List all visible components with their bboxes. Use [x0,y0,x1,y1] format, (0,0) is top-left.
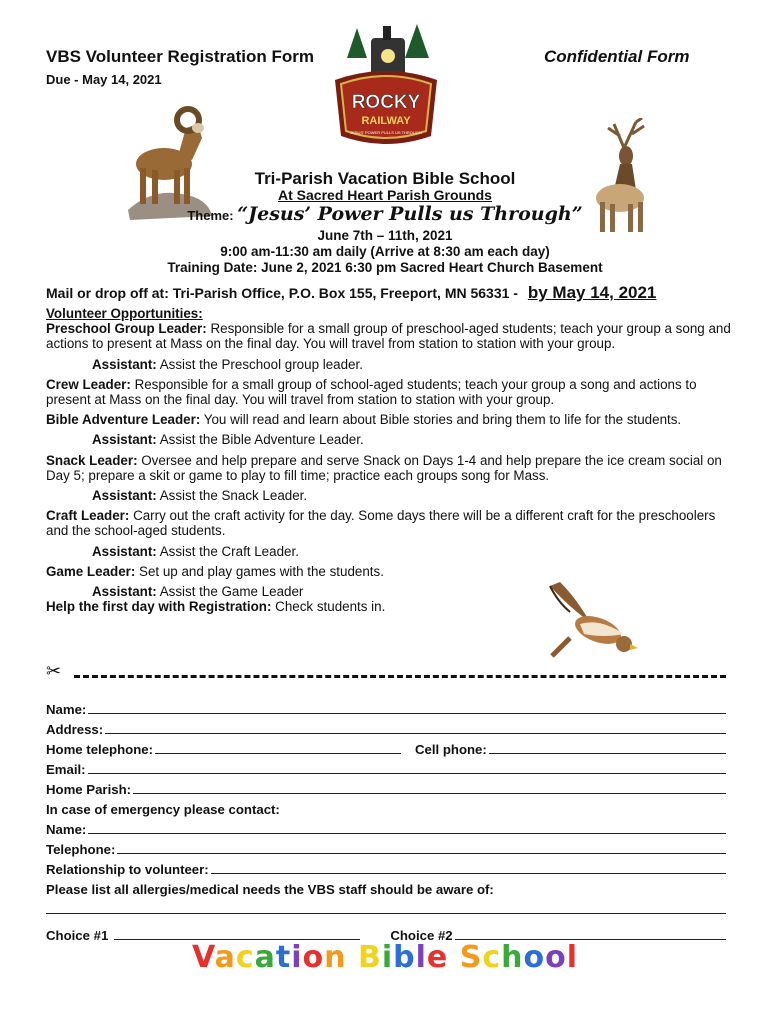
role-crew-leader: Crew Leader: Responsible for a small group of school-aged students; teach your group a song and actions to present at Mass on the final day. You will travel from station to station with your group. [46,376,697,408]
logo-line2: RAILWAY [361,115,411,127]
cut-line [46,661,726,681]
cell-phone-field[interactable] [489,753,726,754]
role-bible-adventure-leader: Bible Adventure Leader: You will read and learn about Bible stories and bring them to life for the students. [46,412,682,428]
confidential-label: Confidential Form [544,47,690,66]
role-craft-assistant: Assistant: Assist the Craft Leader. [92,543,299,559]
event-location: At Sacred Heart Parish Grounds [278,187,492,203]
opportunities-heading: Volunteer Opportunities: [46,306,203,321]
address-field[interactable]: Address: [46,717,726,737]
choice1-label: Choice #1 [46,928,109,943]
name-field[interactable]: Name: [46,697,726,717]
event-schedule [0,228,770,276]
vbs-text: Vacation Bible School [191,940,579,975]
event-hours: 9:00 am-11:30 am daily (Arrive at 8:30 am each day) [220,244,550,259]
vacation-bible-school-banner [0,940,770,975]
training-date: Training Date: June 2, 2021 6:30 pm Sacred Heart Church Basement [167,260,603,275]
cell-phone-label: Cell phone: [414,742,487,757]
theme-text: “Jesus’ Power Pulls us Through” [237,203,583,225]
rocky-railway-logo [333,18,439,148]
event-dates: June 7th – 11th, 2021 [317,228,453,243]
email-field[interactable]: Email: [46,757,726,777]
role-craft-leader: Craft Leader: Carry out the craft activity for the day. Some days there will be a different craft for the preschoolers and the school-aged students. [46,508,716,539]
logo-tagline: JESUS' POWER PULLS US THROUGH [350,130,422,135]
role-game-assistant: Assistant: Assist the Game Leader [92,584,304,600]
allergies-field[interactable] [46,897,726,917]
role-snack-leader: Snack Leader: Oversee and help prepare and serve Snack on Days 1-4 and help prepare the ice cream social on Day 5; prepare a skit or game to play to fill time; practice each groups song for Mass. [46,452,722,483]
mail-deadline: by May 14, 2021 [527,283,657,302]
hawk-image [540,578,640,664]
theme-label: Theme: [187,208,234,223]
choice2-label: Choice #2 [390,928,453,943]
registration-form [46,697,726,943]
scissors-icon: ✂ [46,661,62,681]
mail-address: Mail or drop off at: Tri-Parish Office, P.O. Box 155, Freeport, MN 56331 - [46,285,518,301]
home-parish-field[interactable]: Home Parish: [46,777,726,797]
mail-instructions [46,283,656,303]
event-theme [0,203,770,225]
role-game-leader: Game Leader: Set up and play games with the students. [46,563,384,579]
volunteer-opportunities [46,306,736,614]
phone-row [46,737,726,757]
event-title: Tri-Parish Vacation Bible School [254,169,516,188]
role-bible-adventure-assistant: Assistant: Assist the Bible Adventure Leader. [92,432,364,448]
role-snack-assistant: Assistant: Assist the Snack Leader. [92,488,308,504]
relationship-field[interactable]: Relationship to volunteer: [46,857,726,877]
emergency-heading: In case of emergency please contact: [46,802,280,817]
form-title: VBS Volunteer Registration Form [46,47,314,66]
logo-line1: ROCKY [351,92,421,113]
emergency-name-field[interactable]: Name: [46,817,726,837]
emergency-phone-field[interactable]: Telephone: [46,837,726,857]
due-date: Due - May 14, 2021 [46,72,162,87]
home-phone-label: Home telephone: [46,742,153,757]
allergies-label: Please list all allergies/medical needs the VBS staff should be aware of: [46,882,494,897]
home-phone-field[interactable] [155,753,401,754]
role-preschool-assistant: Assistant: Assist the Preschool group leader. [92,356,363,372]
role-preschool-leader: Preschool Group Leader: Responsible for a small group of preschool-aged students; teach your group a song and actions to present at Mass on the final day. You will travel from station to station with your group. [46,321,731,352]
role-registration-helper: Help the first day with Registration: Check students in. [46,599,386,615]
